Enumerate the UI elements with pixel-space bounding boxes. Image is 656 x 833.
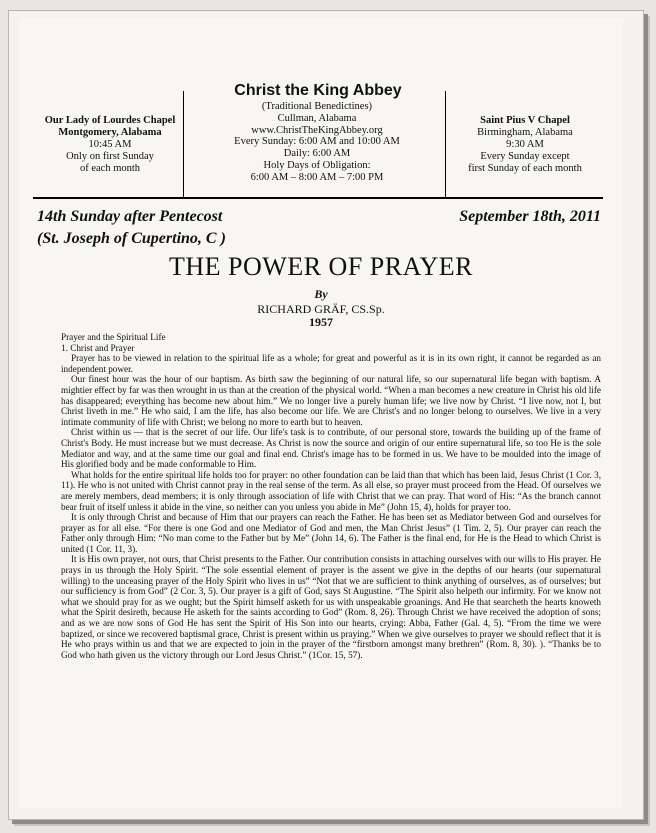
left-chapel-note1: Only on first Sunday (66, 151, 154, 162)
abbey-daily: Daily: 6:00 AM (283, 148, 351, 160)
left-chapel-note2: of each month (79, 163, 141, 174)
paragraph: Prayer has to be viewed in relation to the spiritual life as a whole; for great and powerful as it is in its own right, it cannot be regarded as an independent power. (61, 353, 601, 374)
left-chapel-name: Our Lady of Lourdes Chapel (44, 115, 176, 126)
abbey-website: www.ChristTheKingAbbey.org (251, 124, 383, 136)
abbey-location: Cullman, Alabama (277, 112, 357, 124)
sunday-name: 14th Sunday after Pentecost (37, 208, 223, 225)
feast-name: (St. Joseph of Cupertino, C ) (37, 230, 226, 247)
abbey-subtitle: (Traditional Benedictines) (261, 101, 373, 112)
abbey-name: Christ the King Abbey (234, 82, 402, 99)
abbey-info (191, 101, 443, 184)
right-chapel-name: Saint Pius V Chapel (480, 115, 570, 126)
abbey-sunday: Every Sunday: 6:00 AM and 10:00 AM (234, 136, 400, 148)
paragraph: It is His own prayer, not ours, that Christ presents to the Father. Our contribution consists in attaching ourselves with our wills to His prayer. He prays in us through the Holy Spirit. “The sole essential element of prayer is the assent we give in the depths of our hearts (our supernatural willing) to the unceasing prayer of the Holy Spirit who lives in us” “Not that we are sufficient to think anything of ourselves, as of ourselves; but our sufficiency is from God” (2 Cor. 3, 5). Our prayer is a gift of God, says St Augustine. “The Spirit also helpeth our infirmity. For we know not what we should pray for as we ought; but the Spirit himself asketh for us with unspeakable groanings. And He that searcheth the hearts knoweth what the Spirit desireth, because He asketh for the saints according to God” (Rom. 8, 26). Through Christ we have received the adoption of sons; and as we are now sons of God He has sent the Spirit of His Son into our hearts, crying: Abba, Father (Gal. 4, 5). “From the time we were baptized, or since we recovered baptismal grace, Christ is present within us praying.” When we give ourselves to prayer we should reflect that it is He who prays within us and that we are expected to join in the prayer of the “firstborn amongst many brethren” (Rom. 8, 30). ). “Thanks be to God who hath given us the victory through our Lord Jesus Christ.” (1Cor. 15, 57). (61, 554, 601, 660)
left-chapel-city: Montgomery, Alabama (58, 127, 162, 138)
bulletin-date: September 18th, 2011 (459, 208, 601, 225)
article-author: RICHARD GRÄF, CS.Sp. (257, 302, 385, 316)
abbey-holy-days: Holy Days of Obligation: (263, 159, 371, 171)
article-title: THE POWER OF PRAYER (169, 252, 473, 281)
abbey-holy-times: 6:00 AM – 8:00 AM – 7:00 PM (250, 171, 384, 183)
right-chapel-note2: first Sunday of each month (468, 163, 582, 174)
article-by: By (314, 287, 328, 301)
divider-right (445, 91, 446, 198)
right-chapel-time: 9:30 AM (506, 139, 544, 150)
subsection-heading: 1. Christ and Prayer (61, 342, 135, 353)
right-chapel-note1: Every Sunday except (480, 151, 570, 162)
paragraph: Our finest hour was the hour of our baptism. As birth saw the beginning of our natural life, so our supernatural life began with baptism. A mightier effect by far was then wrought in us than at the creation of the physical world. “When a man becomes a new creature in Christ his old life has disappeared; everything has become new about him.” We no longer live a purely human life; we live now by Christ. “I live now, not I, but Christ liveth in me.” He who said, I am the life, has also become our life. We are Christ's and no longer belong to ourselves. We live in a very intimate community of life with Christ; we belong no more to earth but to heaven. (61, 374, 601, 427)
header (33, 18, 603, 198)
article-body (61, 332, 601, 660)
right-chapel (447, 115, 603, 175)
header-rule (33, 197, 603, 199)
right-chapel-city: Birmingham, Alabama (477, 127, 573, 138)
left-chapel (37, 115, 183, 175)
article-year: 1957 (309, 315, 333, 329)
liturgical-day (37, 206, 226, 250)
paragraph: Christ within us — that is the secret of our life. Our life's task is to contribute, of our personal store, towards the building up of the frame of Christ's Body. He must increase but we must decrease. As Christ is now the source and origin of our entire supernatural life, so too He is the sole Mediator and way, and at the same time our goal and final end. Christ's image has to be formed in us. We have to be moulded into the image of His glorified body and be made conformable to Him. (61, 427, 601, 470)
divider-left (183, 91, 184, 198)
left-chapel-time: 10:45 AM (88, 139, 132, 150)
page-frame (8, 10, 644, 820)
paragraph: What holds for the entire spiritual life holds too for prayer: no other foundation can be laid than that which has been laid, Jesus Christ (1 Cor. 3, 11). He who is not united with Christ cannot pray in the real sense of the term. As all else, so prayer must proceed from the Head. Of ourselves we are merely members, dead members; it is only through association of life with Christ that we can pray. That word of His: “As the branch cannot bear fruit of itself unless it abide in the vine, so neither can you unless you abide in Me” (John 15, 4), holds for prayer too. (61, 469, 601, 512)
paragraph: It is only through Christ and because of Him that our prayers can reach the Father. He has been set as Mediator between God and ourselves for prayer as for all else. “For there is one God and one Mediator of God and men, the Man Christ Jesus” (1 Tim. 2, 5). Our prayer can reach the Father only through Him: “No man come to the Father but by Me” (John 14, 6). The Father is the final end, for He is the Head to which Christ is united (1 Cor. 11, 3). (61, 512, 601, 554)
section-heading: Prayer and the Spiritual Life (61, 332, 166, 342)
bulletin-page (19, 18, 623, 808)
